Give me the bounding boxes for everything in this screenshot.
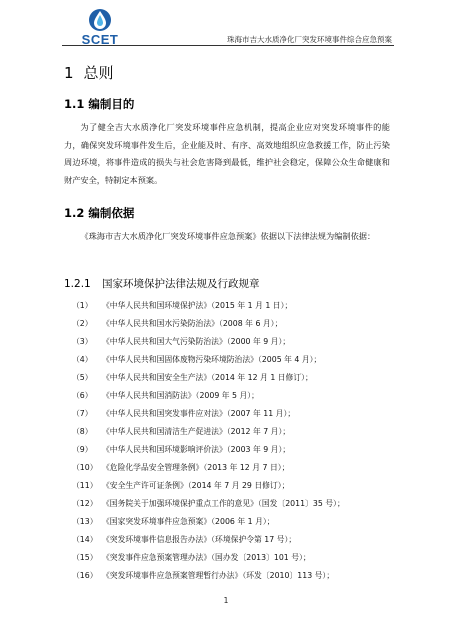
list-item-text: 《国家突发环境事件应急预案》（2006 年 1 月）；	[102, 517, 275, 526]
list-item-index: （3）	[72, 337, 93, 346]
list-item-text: 《突发事件应急预案管理办法》（国办发〔2013〕101 号）；	[102, 553, 311, 562]
list-item	[72, 570, 334, 585]
header-divider	[62, 45, 394, 46]
list-item-text: 《中华人民共和国固体废物污染环境防治法》（2005 年 4 月）；	[102, 355, 322, 364]
list-item-text: 《中华人民共和国安全生产法》（2014 年 12 月 1 日修订）；	[102, 373, 313, 382]
list-item	[72, 444, 290, 459]
list-item-index: （8）	[72, 427, 93, 436]
list-item-index: （2）	[72, 319, 93, 328]
list-item-index: （7）	[72, 409, 93, 418]
list-item-text: 《安全生产许可证条例》（2014 年 7 月 29 日修订）；	[102, 481, 290, 490]
subsection-number: 1.2.1	[64, 278, 91, 290]
list-item	[72, 372, 313, 387]
company-logo	[70, 8, 130, 48]
list-item	[72, 354, 321, 369]
list-item-text: 《中华人民共和国大气污染防治法》（2000 年 9 月）；	[102, 337, 291, 346]
page-number: 1	[223, 596, 229, 605]
list-item-index: （11）	[72, 481, 98, 490]
list-item-text: 《突发环境事件应急预案管理暂行办法》（环发〔2010〕113 号）；	[102, 571, 335, 580]
chapter-title: 总则	[83, 64, 114, 82]
water-drop-logo-icon	[88, 8, 112, 32]
list-item-text: 《国务院关于加强环境保护重点工作的意见》（国发〔2011〕35 号）；	[102, 499, 345, 508]
list-item-index: （15）	[72, 553, 98, 562]
list-item-text: 《突发环境事件信息报告办法》（环境保护令第 17 号）；	[102, 535, 297, 544]
list-item	[72, 516, 275, 531]
section-1-1-paragraph: 为了健全吉大水质净化厂突发环境事件应急机制，提高企业应对突发环境事件的能力，确保突发环境事件发生后，企业能及时、有序、高效地组织应急救援工作，防止污染周边环境，将事件造成的损失与社会危害降到最低，维护社会稳定，保障公众生命健康和财产安全，特制定本预案。	[64, 122, 390, 185]
list-item	[72, 390, 259, 405]
section-heading-1-1: 1.1 编制目的	[64, 97, 135, 111]
chapter-heading	[64, 62, 114, 83]
subsection-heading-1-2-1	[64, 276, 260, 291]
list-item-text: 《中华人民共和国清洁生产促进法》（2012 年 7 月）；	[102, 427, 291, 436]
list-item-text: 《中华人民共和国水污染防治法》（2008 年 6 月）；	[102, 319, 283, 328]
list-item	[72, 300, 292, 315]
list-item	[72, 426, 290, 441]
subsection-title: 国家环境保护法律法规及行政规章	[102, 278, 260, 290]
document-header-title: 珠海市吉大水质净化厂突发环境事件综合应急预案	[227, 35, 392, 44]
chapter-number: 1	[64, 64, 74, 82]
list-item-index: （1）	[72, 301, 93, 310]
list-item-text: 《中华人民共和国环境影响评价法》（2003 年 9 月）；	[102, 445, 291, 454]
list-item	[72, 534, 296, 549]
list-item-index: （12）	[72, 499, 98, 508]
list-item-index: （4）	[72, 355, 93, 364]
list-item-text: 《中华人民共和国消防法》（2009 年 5 月）；	[102, 391, 259, 400]
list-item-text: 《危险化学品安全管理条例》（2013 年 12 月 7 日）；	[102, 463, 290, 472]
list-item-index: （14）	[72, 535, 98, 544]
list-item-index: （6）	[72, 391, 93, 400]
list-item	[72, 498, 345, 513]
list-item	[72, 318, 282, 333]
section-heading-1-2: 1.2 编制依据	[64, 206, 135, 220]
list-item-index: （10）	[72, 463, 98, 472]
list-item	[72, 552, 311, 567]
list-item-index: （5）	[72, 373, 93, 382]
list-item	[72, 480, 289, 495]
list-item	[72, 462, 289, 477]
list-item-index: （13）	[72, 517, 98, 526]
list-item	[72, 408, 295, 423]
logo-text: SCET	[81, 32, 119, 47]
list-item-text: 《中华人民共和国突发事件应对法》（2007 年 11 月）；	[102, 409, 296, 418]
list-item-index: （9）	[72, 445, 93, 454]
list-item	[72, 336, 290, 351]
list-item-index: （16）	[72, 571, 98, 580]
list-item-text: 《中华人民共和国环境保护法》（2015 年 1 月 1 日）；	[102, 301, 293, 310]
section-1-2-paragraph: 《珠海市吉大水质净化厂突发环境事件应急预案》依据以下法律法规为编制依据：	[80, 231, 376, 241]
